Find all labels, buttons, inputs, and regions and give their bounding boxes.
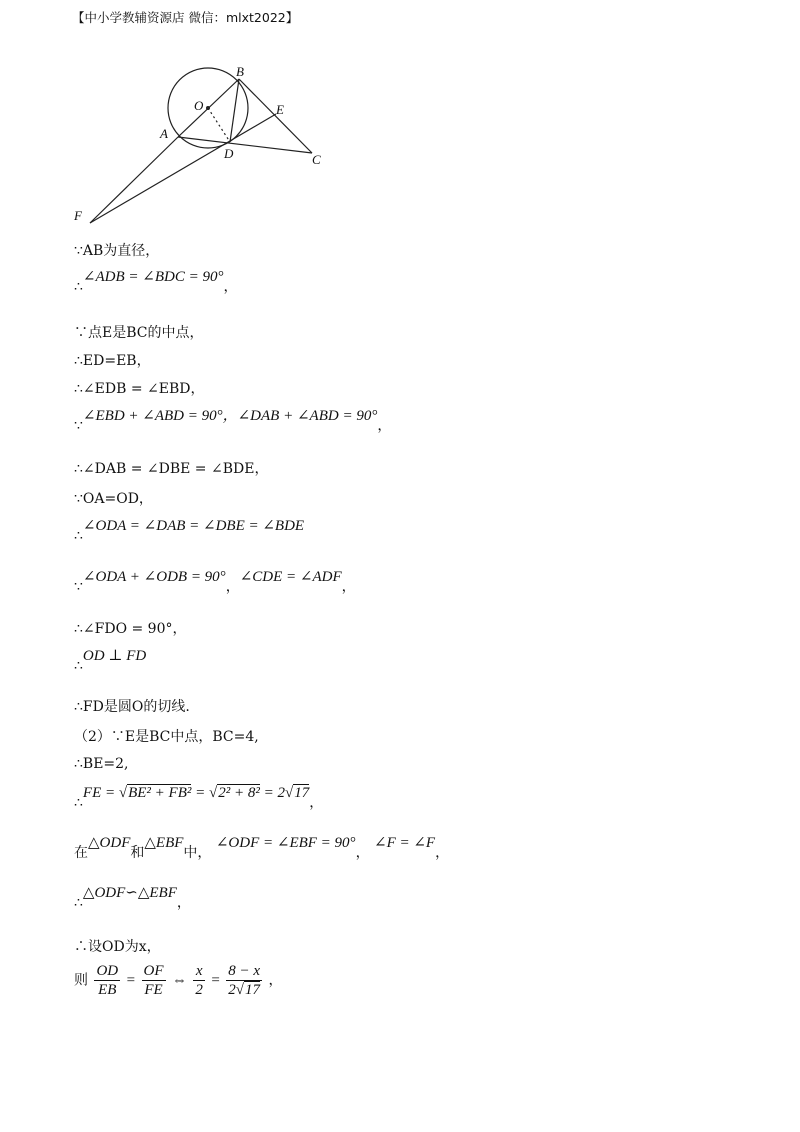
proof-line-17: 在△ODF和△EBF中， ∠ODF = ∠EBF = 90°， ∠F = ∠F， [74, 835, 450, 861]
label-a: A [160, 126, 168, 141]
geometry-figure [60, 58, 340, 228]
proof-line-3: ∵点E是BC的中点， [74, 325, 204, 341]
label-f: F [74, 208, 82, 223]
segment-od [208, 108, 230, 142]
proof-line-7: ∴∠DAB = ∠DBE = ∠BDE， [74, 461, 269, 477]
page-header: 【中小学教辅资源店 微信：mlxt2022】 [72, 10, 299, 25]
proof-line-14: （2）∵E是BC中点，BC=4, [74, 729, 259, 745]
segment-ac [178, 137, 312, 153]
proof-line-19: ∴设OD为x， [74, 939, 161, 955]
proof-line-16: ∴FE = √BE² + FB² = √2² + 8² = 2√17， [74, 785, 324, 811]
segment-fe [90, 114, 276, 223]
center-point [206, 106, 210, 110]
proof-line-11: ∴∠FDO = 90°， [74, 621, 187, 637]
proof-line-2: ∴∠ADB = ∠BDC = 90°， [74, 269, 238, 295]
label-c: C [312, 152, 321, 167]
segment-fa [90, 137, 178, 223]
proof-line-8: ∵OA=OD， [74, 491, 153, 507]
proof-line-1: ∵AB为直径， [74, 243, 160, 259]
proof-line-10: ∵∠ODA + ∠ODB = 90°，∠CDE = ∠ADF， [74, 569, 356, 595]
proof-line-6: ∵∠EBD + ∠ABD = 90°，∠DAB + ∠ABD = 90°， [74, 408, 392, 434]
proof-line-15: ∴BE=2, [74, 756, 129, 772]
label-o: O [194, 98, 204, 113]
segment-bd [230, 79, 239, 142]
label-d: D [224, 146, 234, 161]
label-b: B [236, 64, 244, 79]
label-e: E [276, 102, 284, 117]
proof-line-9: ∴∠ODA = ∠DAB = ∠DBE = ∠BDE [74, 518, 305, 544]
proof-line-5: ∴∠EDB = ∠EBD， [74, 381, 205, 397]
proof-line-13: ∴FD是圆O的切线. [74, 699, 190, 715]
proof-line-18: ∴△ODF∽△EBF， [74, 885, 191, 911]
proof-line-12: ∴OD ⊥ FD [74, 648, 147, 674]
proof-line-4: ∴ED=EB， [74, 353, 151, 369]
proof-line-20: 则 $\frac{OD}{EB}$ = $\frac{OF}{FE}$ ⇔ $\frac{x}{2}$ = $\frac{8 - x}{2√17}$ ， [74, 963, 283, 998]
